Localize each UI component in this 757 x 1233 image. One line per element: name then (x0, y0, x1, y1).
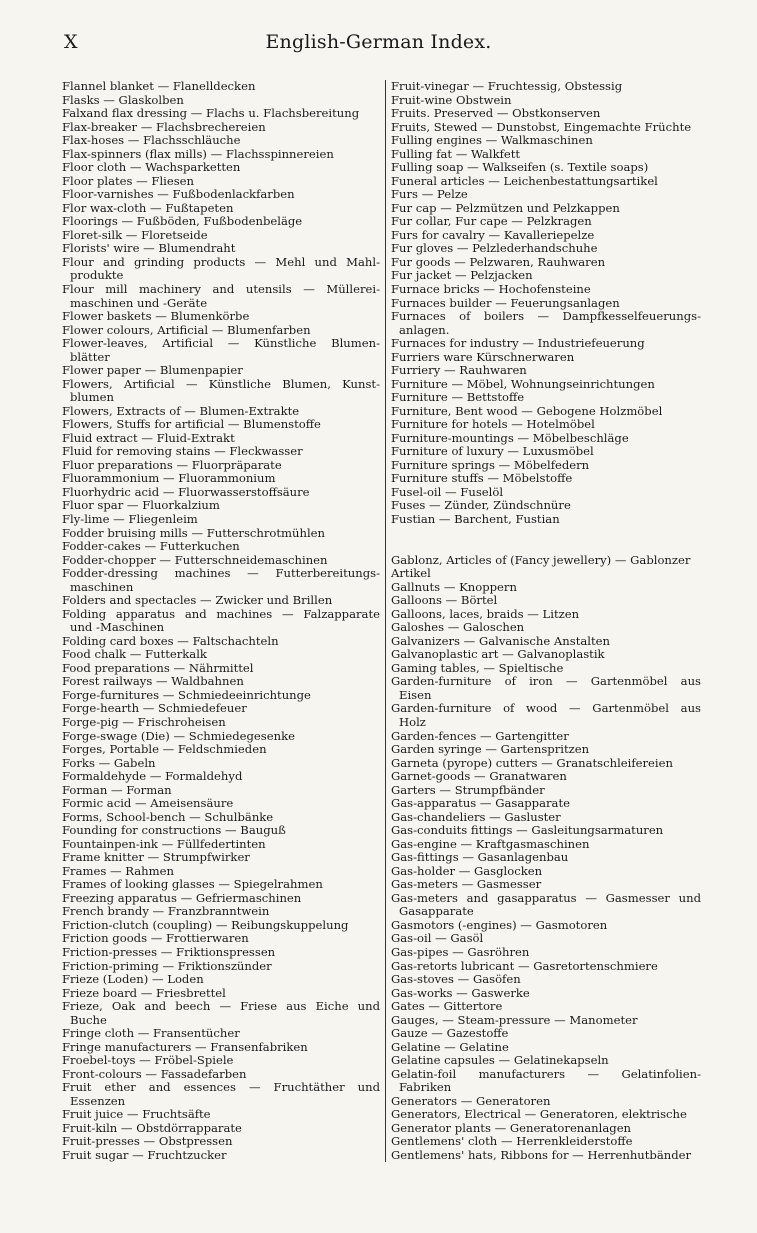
index-entry: Garnet-goods — Granatwaren (391, 769, 567, 784)
index-entry: Flower paper — Blumenpapier (62, 363, 243, 378)
index-entry: Fruits, Stewed — Dunstobst, Eingemachte Früchte (391, 119, 692, 134)
index-entry: Flax-hoses — Flachsschläuche (62, 133, 241, 148)
index-entry: Furniture of luxury — Luxusmöbel (391, 444, 594, 459)
index-entry: Forge-furnitures — Schmiedeeinrichtunge (62, 687, 311, 702)
index-entry: Flowers, Stuffs for artificial — Blumenstoffe (62, 417, 321, 432)
index-entry: Friction goods — Frottierwaren (62, 931, 249, 946)
index-entry: Gas-fittings — Gasanlagenbau (391, 850, 569, 865)
index-entry: Folders and spectacles — Zwicker und Brillen (62, 593, 333, 608)
index-entry: Gas-chandeliers — Gasluster (391, 809, 561, 824)
left-index-column (62, 80, 380, 1163)
index-entry: Furs — Pelze (391, 187, 468, 202)
index-entry: Forge-swage (Die) — Schmiedegesenke (62, 728, 295, 743)
index-entry: Galvanizers — Galvanische Anstalten (391, 633, 610, 648)
index-entry: Furniture — Möbel, Wohnungseinrichtungen (391, 376, 655, 391)
index-entry: Floret-silk — Floretseide (62, 227, 208, 242)
index-entry: Front-colours — Fassadefarben (62, 1066, 247, 1081)
index-entry: Essenzen (70, 1093, 126, 1108)
index-entry: Garden-furniture of iron — Gartenmöbel aus (391, 674, 701, 689)
index-entry: Fluorammonium — Fluorammonium (62, 471, 276, 486)
index-entry: Fruits. Preserved — Obstkonserven (391, 106, 601, 121)
index-entry: Furniture-mountings — Möbelbeschläge (391, 430, 629, 445)
index-entry: Forge-pig — Frischroheisen (62, 714, 226, 729)
index-entry: produkte (70, 268, 124, 283)
index-entry: Forest railways — Waldbahnen (62, 674, 244, 689)
index-entry: Gallnuts — Knoppern (391, 579, 517, 594)
index-entry: Furs for cavalry — Kavalleriepelze (391, 227, 595, 242)
index-entry: Frieze, Oak and beech — Friese aus Eiche und (62, 999, 380, 1014)
index-entry: Floor cloth — Wachsparketten (62, 160, 241, 175)
index-entry: Floor-varnishes — Fußbodenlackfarben (62, 187, 295, 202)
index-entry: Fruit sugar — Fruchtzucker (62, 1147, 227, 1162)
index-entry: Gas-meters and gasapparatus — Gasmesser und (391, 890, 701, 905)
index-entry: Floor plates — Fliesen (62, 173, 195, 188)
index-entry: Fulling soap — Walkseifen (s. Textile soaps) (391, 160, 649, 175)
index-entry: Fodder-chopper — Futterschneidemaschinen (62, 552, 328, 567)
index-entry: Gauze — Gazestoffe (391, 1026, 509, 1041)
index-entry: Frames — Rahmen (62, 863, 174, 878)
index-entry: Flower colours, Artificial — Blumenfarben (62, 322, 311, 337)
index-entry: Garden-furniture of wood — Gartenmöbel aus (391, 701, 701, 716)
index-entry: Folding apparatus and machines — Falzapparate (62, 606, 380, 621)
index-entry: Gelatin-foil manufacturers — Gelatinfolien- (391, 1066, 701, 1081)
index-entry: blumen (70, 390, 114, 405)
index-entry: Gauges, — Steam-pressure — Manometer (391, 1012, 638, 1027)
index-entry: Gablonz, Articles of (Fancy jewellery) — Gablonzer (391, 552, 691, 567)
index-entry: Garters — Strumpfbänder (391, 782, 545, 797)
index-entry: anlagen. (399, 322, 450, 337)
index-entry: Furniture springs — Möbelfedern (391, 457, 590, 472)
index-entry: Gas-apparatus — Gasapparate (391, 796, 570, 811)
index-entry: Frame knitter — Strumpfwirker (62, 850, 250, 865)
index-entry: Fruit-kiln — Obstdörrapparate (62, 1120, 242, 1135)
blank-line (391, 527, 701, 541)
index-entry: Artikel (391, 566, 431, 581)
index-entry: Flower-leaves, Artificial — Künstliche Blumen- (62, 336, 380, 351)
index-entry: maschinen und -Geräte (70, 295, 208, 310)
index-entry: Garneta (pyrope) cutters — Granatschleifereien (391, 755, 673, 770)
index-entry: Fly-lime — Fliegenleim (62, 512, 198, 526)
blank-line (391, 540, 701, 554)
index-entry: Flannel blanket — Flanelldecken (62, 79, 256, 93)
index-entry: Flower baskets — Blumenkörbe (62, 309, 250, 324)
index-entry: Flor wax-cloth — Fußtapeten (62, 200, 234, 215)
index-entry: Falxand flax dressing — Flachs u. Flachsbereitung (62, 106, 360, 121)
index-entry: French brandy — Franzbranntwein (62, 904, 270, 919)
index-entry: Fustian — Barchent, Fustian (391, 512, 560, 526)
index-entry: Friction-clutch (coupling) — Reibungskuppelung (62, 917, 349, 932)
index-entry: Fur jacket — Pelzjacken (391, 268, 533, 283)
index-entry: Gas-oil — Gasöl (391, 931, 484, 946)
index-entry: Friction-presses — Friktionspressen (62, 945, 276, 959)
index-entry: Fruit juice — Fruchtsäfte (62, 1107, 211, 1122)
index-entry: Fluid extract — Fluid-Extrakt (62, 430, 235, 445)
index-entry: Flax-spinners (flax mills) — Flachsspinnereien (62, 146, 334, 161)
index-entry: Forman — Forman (62, 782, 172, 797)
index-entry: Fabriken (399, 1080, 452, 1095)
index-entry: Gas-meters — Gasmesser (391, 877, 542, 892)
index-entry: Flax-breaker — Flachsbrechereien (62, 119, 266, 134)
index-entry: Formaldehyde — Formaldehyd (62, 769, 243, 784)
index-entry: Fruit ether and essences — Fruchtäther und (62, 1080, 380, 1095)
index-entry: Florists' wire — Blumendraht (62, 241, 236, 256)
page-title: English-German Index. (265, 31, 492, 53)
index-entry: Fur goods — Pelzwaren, Rauhwaren (391, 254, 606, 269)
index-entry: Floorings — Fußböden, Fußbodenbeläge (62, 214, 303, 229)
index-entry: Galoshes — Galoschen (391, 620, 525, 635)
index-entry: Fringe manufacturers — Fransenfabriken (62, 1039, 308, 1054)
index-entry: Fruit-presses — Obstpressen (62, 1134, 233, 1149)
index-entry: Frieze (Loden) — Loden (62, 972, 204, 987)
index-entry: Gates — Gittertore (391, 999, 503, 1014)
index-entry: Galloons — Börtel (391, 593, 498, 608)
index-entry: blätter (70, 349, 110, 364)
index-entry: Flowers, Extracts of — Blumen-Extrakte (62, 403, 300, 418)
index-entry: Furnaces builder — Feuerungsanlagen (391, 295, 620, 310)
index-entry: Gaming tables, — Spieltische (391, 660, 564, 675)
index-entry: Frieze board — Friesbrettel (62, 985, 226, 1000)
index-entry: Founding for constructions — Bauguß (62, 823, 286, 838)
index-entry: Frames of looking glasses — Spiegelrahmen (62, 877, 323, 892)
index-entry: Fulling engines — Walkmaschinen (391, 133, 593, 148)
index-entry: Gas-retorts lubricant — Gasretortenschmiere (391, 958, 658, 973)
index-entry: Galvanoplastic art — Galvanoplastik (391, 647, 605, 662)
index-entry: Gentlemens' cloth — Herrenkleiderstoffe (391, 1134, 633, 1149)
index-entry: Furriers ware Kürschnerwaren (391, 349, 575, 364)
index-entry: Generators, Electrical — Generatoren, elektrische (391, 1107, 687, 1122)
index-entry: Fur cap — Pelzmützen und Pelzkappen (391, 200, 620, 215)
index-entry: Forks — Gabeln (62, 755, 156, 770)
index-entry: Gas-pipes — Gasröhren (391, 945, 530, 959)
index-entry: Forges, Portable — Feldschmieden (62, 742, 267, 757)
index-entry: Gas-holder — Gasglocken (391, 863, 543, 878)
index-entry: Froebel-toys — Fröbel-Spiele (62, 1053, 234, 1068)
index-entry: Gelatine capsules — Gelatinekapseln (391, 1053, 609, 1068)
index-entry: Fruit-wine Obstwein (391, 92, 512, 107)
index-entry: maschinen (70, 579, 134, 594)
index-entry: Galloons, laces, braids — Litzen (391, 606, 580, 621)
index-entry: Gasmotors (-engines) — Gasmotoren (391, 917, 608, 932)
index-entry: Food chalk — Futterkalk (62, 647, 207, 662)
index-entry: Fodder bruising mills — Futterschrotmühlen (62, 525, 326, 540)
index-entry: Fluorhydric acid — Fluorwasserstoffsäure (62, 484, 310, 499)
index-entry: Holz (399, 714, 426, 729)
index-entry: Forge-hearth — Schmiedefeuer (62, 701, 247, 716)
right-index-column (391, 80, 701, 1163)
index-entry: Food preparations — Nährmittel (62, 660, 254, 675)
index-entry: Fodder-cakes — Futterkuchen (62, 539, 240, 554)
index-entry: Flowers, Artificial — Künstliche Blumen, Kunst- (62, 376, 380, 391)
index-entry: Gelatine — Gelatine (391, 1039, 509, 1054)
index-entry: Gas-conduits fittings — Gasleitungsarmaturen (391, 823, 664, 838)
index-entry: Furnaces for industry — Industriefeuerung (391, 336, 645, 351)
index-entry: Fur gloves — Pelzlederhandschuhe (391, 241, 598, 256)
index-entry: Fodder-dressing machines — Futterbereitungs- (62, 566, 380, 581)
index-entry: Gasapparate (399, 904, 474, 919)
index-entry: Furniture — Bettstoffe (391, 390, 525, 405)
index-entry: Furnace bricks — Hochofensteine (391, 281, 591, 296)
index-entry: Fringe cloth — Fransentücher (62, 1026, 240, 1041)
index-entry: Gentlemens' hats, Ribbons for — Herrenhutbänder (391, 1147, 692, 1162)
index-entry: Fulling fat — Walkfett (391, 146, 521, 161)
index-entry: Gas-stoves — Gasöfen (391, 972, 521, 987)
index-entry: Furnaces of boilers — Dampfkesselfeuerungs- (391, 309, 701, 324)
index-entry: Fluid for removing stains — Fleckwasser (62, 444, 303, 459)
index-entry: Fur collar, Fur cape — Pelzkragen (391, 214, 592, 229)
index-entry: Fountainpen-ink — Füllfedertinten (62, 836, 266, 851)
index-entry: Fuses — Zünder, Zündschnüre (391, 498, 571, 513)
index-entry: Furniture stuffs — Möbelstoffe (391, 471, 573, 486)
index-entry: Furriery — Rauhwaren (391, 363, 527, 378)
index-entry: Buche (70, 1012, 107, 1027)
index-entry: Gas-engine — Kraftgasmaschinen (391, 836, 590, 851)
page-number: X (64, 31, 78, 53)
index-entry: Funeral articles — Leichenbestattungsartikel (391, 173, 658, 188)
index-entry: Furniture for hotels — Hotelmöbel (391, 417, 595, 432)
index-entry: Friction-priming — Friktionszünder (62, 958, 272, 973)
index-entry: Folding card boxes — Faltschachteln (62, 633, 279, 648)
index-entry: Fluor spar — Fluorkalzium (62, 498, 220, 513)
index-entry: Flour mill machinery and utensils — Müllerei- (62, 281, 380, 296)
index-entry: Generators — Generatoren (391, 1093, 551, 1108)
index-entry: Fusel-oil — Fuselöl (391, 484, 504, 499)
index-entry: Flour and grinding products — Mehl und Mahl- (62, 254, 380, 269)
index-entry: Formic acid — Ameisensäure (62, 796, 234, 811)
index-entry: Furniture, Bent wood — Gebogene Holzmöbel (391, 403, 663, 418)
index-entry: Generator plants — Generatorenanlagen (391, 1120, 632, 1135)
index-entry: Fruit-vinegar — Fruchtessig, Obstessig (391, 79, 623, 93)
index-entry: Garden-fences — Gartengitter (391, 728, 569, 743)
index-entry: Garden syringe — Gartenspritzen (391, 742, 590, 757)
index-entry: Flasks — Glaskolben (62, 92, 184, 107)
column-divider (385, 80, 386, 1162)
index-entry: Freezing apparatus — Gefriermaschinen (62, 890, 302, 905)
index-entry: Forms, School-bench — Schulbänke (62, 809, 274, 824)
index-entry: Eisen (399, 687, 432, 702)
index-entry: Gas-works — Gaswerke (391, 985, 530, 1000)
index-entry: Fluor preparations — Fluorpräparate (62, 457, 282, 472)
index-entry: und -Maschinen (70, 620, 165, 635)
page-header (0, 30, 757, 54)
